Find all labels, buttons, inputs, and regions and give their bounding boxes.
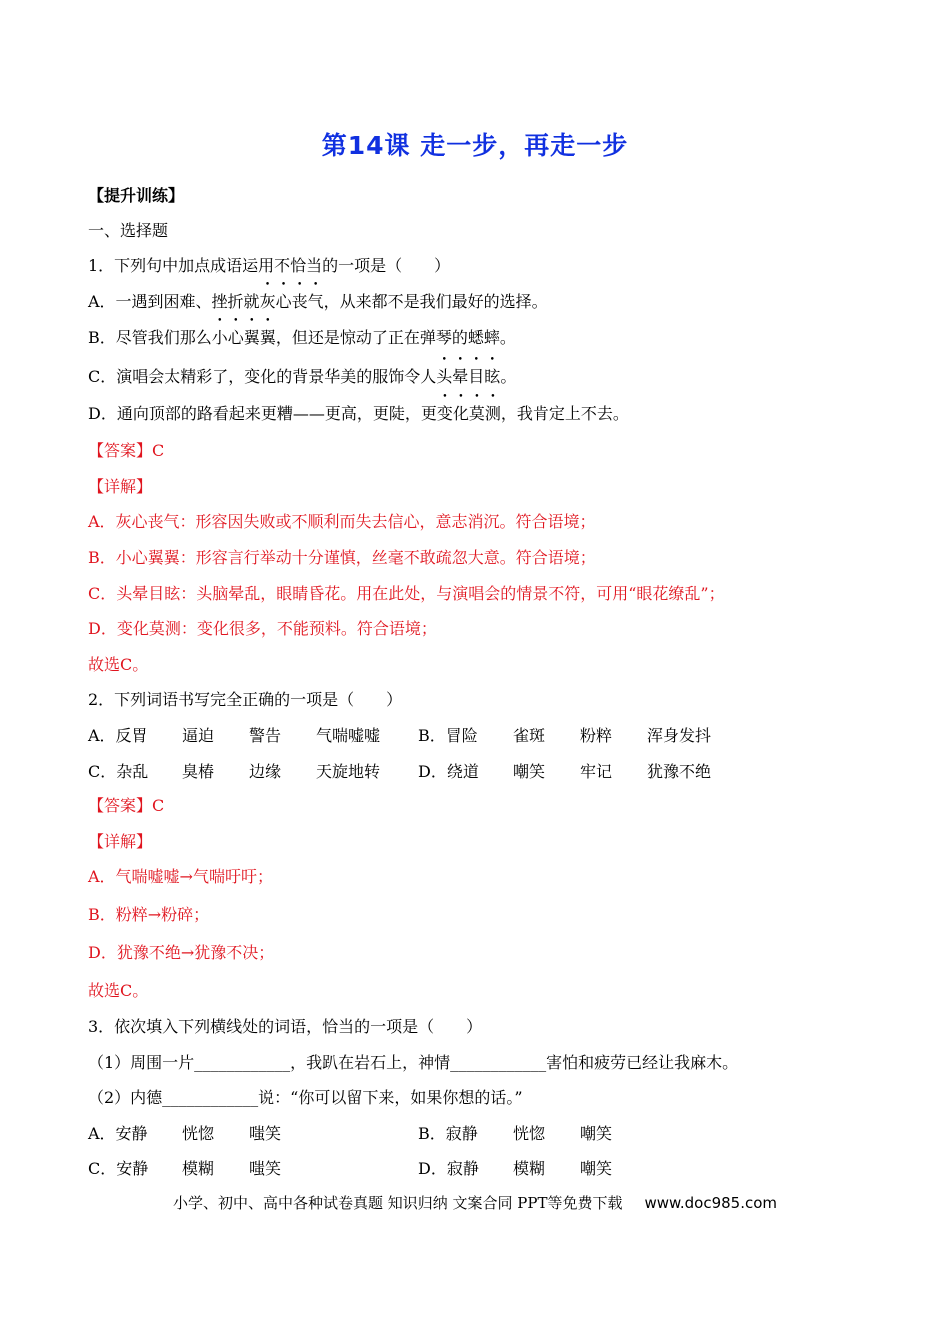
section-heading: 【提升训练】 bbox=[88, 186, 185, 205]
q1-explain-b: B．小心翼翼：形容言行举动十分谨慎，丝毫不敢疏忽大意。符合语境； bbox=[88, 548, 596, 567]
q1-answer: 【答案】C bbox=[88, 441, 165, 460]
q2-option-b-word-2: 雀斑 bbox=[513, 726, 546, 745]
q2-option-b-word-1: B．冒险 bbox=[418, 726, 478, 745]
q2-option-a-word-2: 逼迫 bbox=[182, 726, 215, 745]
q3-sentence-1: （1）周围一片____________，我趴在岩石上，神情____________害怕和疲劳已经让我麻木。 bbox=[88, 1053, 739, 1072]
q1-stem: 1．下列句中加点成语运用不恰当的一项是（ ） bbox=[88, 256, 451, 275]
q1-option-a: A．一遇到困难、挫折就灰心丧气，从来都不是我们最好的选择。 bbox=[88, 292, 548, 311]
q3-option-d-word-2: 模糊 bbox=[513, 1159, 546, 1178]
q3-option-c-word-1: C．安静 bbox=[88, 1159, 149, 1178]
q3-option-a-word-1: A．安静 bbox=[88, 1124, 148, 1143]
q3-option-c-word-2: 模糊 bbox=[182, 1159, 215, 1178]
q2-explain-label: 【详解】 bbox=[88, 832, 153, 851]
q3-option-b-word-3: 嘲笑 bbox=[580, 1124, 613, 1143]
q3-option-a-word-3: 嗤笑 bbox=[249, 1124, 282, 1143]
q1-explain-c: C．头晕目眩：头脑晕乱，眼睛昏花。用在此处，与演唱会的情景不符，可用“眼花缭乱”； bbox=[88, 584, 725, 603]
q2-option-c-word-4: 天旋地转 bbox=[316, 762, 381, 781]
q3-option-b-word-2: 恍惚 bbox=[513, 1124, 546, 1143]
q2-option-a-word-4: 气喘嘘嘘 bbox=[316, 726, 381, 745]
q2-answer: 【答案】C bbox=[88, 796, 165, 815]
q2-option-b-word-4: 浑身发抖 bbox=[647, 726, 712, 745]
q2-option-c-word-1: C．杂乱 bbox=[88, 762, 149, 781]
q1-conclusion: 故选C。 bbox=[88, 655, 149, 674]
q2-stem: 2．下列词语书写完全正确的一项是（ ） bbox=[88, 690, 403, 709]
q3-stem: 3．依次填入下列横线处的词语，恰当的一项是（ ） bbox=[88, 1017, 483, 1036]
q1-option-d: D．通向顶部的路看起来更糟——更高，更陡，更变化莫测，我肯定上不去。 bbox=[88, 404, 629, 423]
q3-option-c-word-3: 嗤笑 bbox=[249, 1159, 282, 1178]
q1-option-b: B．尽管我们那么小心翼翼，但还是惊动了正在弹琴的蟋蟀。 bbox=[88, 328, 516, 347]
q2-option-d-word-3: 牢记 bbox=[580, 762, 613, 781]
q2-explain-a: A．气喘嘘嘘→气喘吁吁； bbox=[88, 867, 273, 886]
q2-option-b-word-3: 粉粹 bbox=[580, 726, 613, 745]
q2-option-d-word-1: D．绕道 bbox=[418, 762, 479, 781]
q1-option-c: C．演唱会太精彩了，变化的背景华美的服饰令人头晕目眩。 bbox=[88, 367, 517, 386]
footer-url[interactable]: www.doc985.com bbox=[644, 1194, 778, 1212]
q2-option-a-word-1: A．反胃 bbox=[88, 726, 148, 745]
q2-conclusion: 故选C。 bbox=[88, 981, 149, 1000]
footer-text: 小学、初中、高中各种试卷真题 知识归纳 文案合同 PPT等免费下载 bbox=[172, 1194, 623, 1212]
q1-explain-label: 【详解】 bbox=[88, 477, 153, 496]
q2-option-c-word-2: 臭椿 bbox=[182, 762, 215, 781]
q1-explain-d: D．变化莫测：变化很多，不能预料。符合语境； bbox=[88, 619, 437, 638]
q2-explain-b: B．粉粹→粉碎； bbox=[88, 905, 210, 924]
q2-option-c-word-3: 边缘 bbox=[249, 762, 282, 781]
q3-option-a-word-2: 恍惚 bbox=[182, 1124, 215, 1143]
q2-option-a-word-3: 警告 bbox=[249, 726, 282, 745]
q1-explain-a: A．灰心丧气：形容因失败或不顺利而失去信心，意志消沉。符合语境； bbox=[88, 512, 596, 531]
q3-option-d-word-1: D．寂静 bbox=[418, 1159, 479, 1178]
q2-option-d-word-2: 嘲笑 bbox=[513, 762, 546, 781]
q2-option-d-word-4: 犹豫不绝 bbox=[647, 762, 712, 781]
q3-option-d-word-3: 嘲笑 bbox=[580, 1159, 613, 1178]
q3-sentence-2: （2）内德____________说：“你可以留下来，如果你想的话。” bbox=[88, 1088, 523, 1107]
page-footer bbox=[0, 1192, 950, 1213]
page-title: 第14课 走一步，再走一步 bbox=[321, 131, 629, 160]
q3-option-b-word-1: B．寂静 bbox=[418, 1124, 478, 1143]
part-heading: 一、选择题 bbox=[88, 221, 169, 240]
q2-explain-d: D．犹豫不绝→犹豫不决； bbox=[88, 943, 275, 962]
